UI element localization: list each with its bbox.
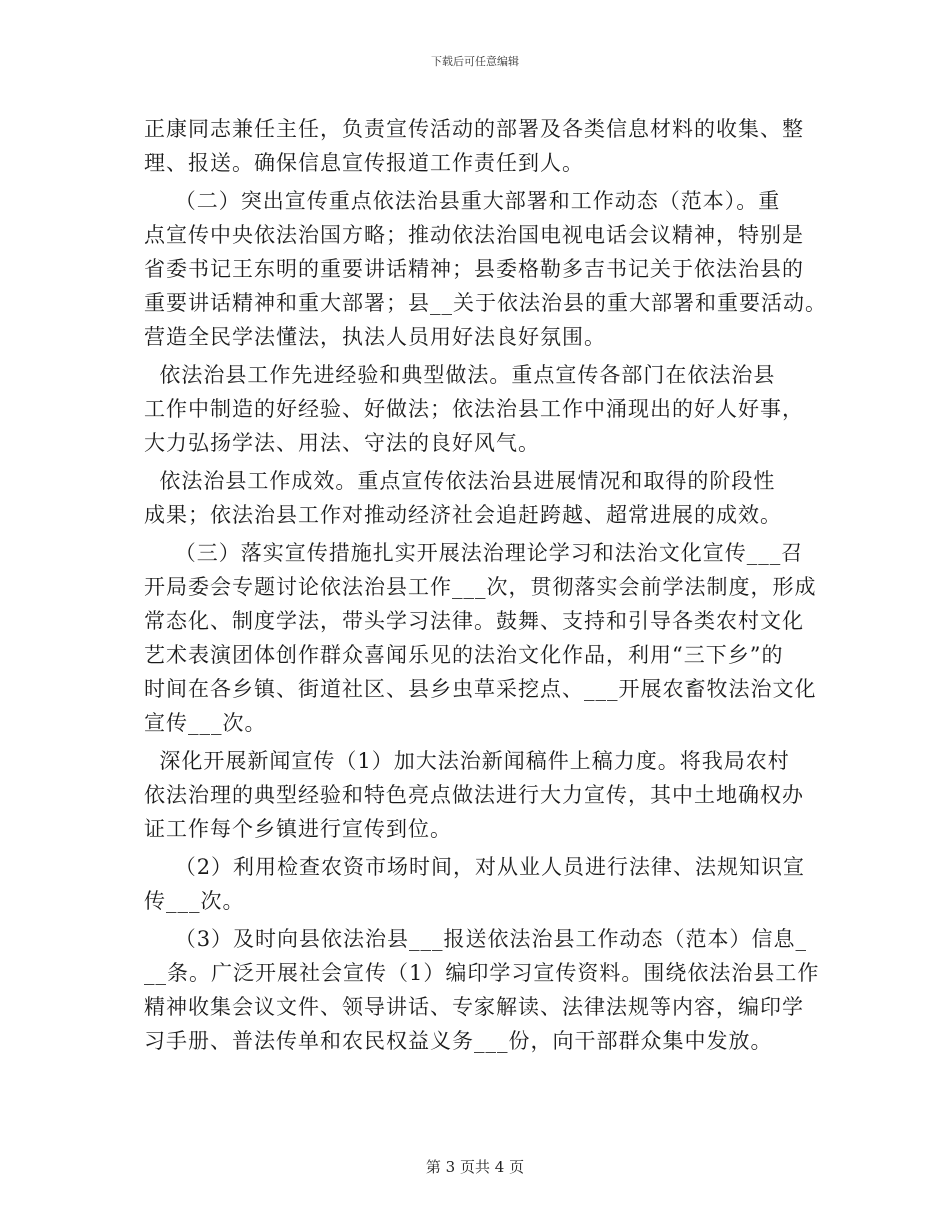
text-line: 深化开展新闻宣传（1）加大法治新闻稿件上稿力度。将我局农村 (144, 749, 790, 773)
text-line: （三）落实宣传措施扎实开展法治理论学习和法治文化宣传___召 (144, 541, 804, 565)
text-line: 重要讲话精神和重大部署；县__关于依法治县的重大部署和重要活动。 (144, 291, 827, 315)
text-line: 时间在各乡镇、街道社区、县乡虫草采挖点、___开展农畜牧法治文化 (144, 677, 817, 701)
text-line: 依法治县工作先进经验和典型做法。重点宣传各部门在依法治县 (144, 363, 776, 387)
page-header: 下载后可任意编辑 (431, 55, 519, 68)
text-line: 习手册、普法传单和农民权益义务___份，向干部群众集中发放。 (144, 1029, 773, 1053)
document-body (144, 112, 827, 1058)
text-line: 工作中制造的好经验、好做法；依法治县工作中涌现出的好人好事， (144, 397, 804, 421)
text-line: 营造全民学法懂法，执法人员用好法良好氛围。 (144, 325, 606, 349)
text-line: 证工作每个乡镇进行宣传到位。 (144, 817, 452, 841)
text-line: （2）利用检查农资市场时间，对从业人员进行法律、法规知识宣 (144, 855, 806, 879)
text-line: 依法治理的典型经验和特色亮点做法进行大力宣传，其中土地确权办 (144, 783, 804, 807)
text-line: __条。广泛开展社会宣传（1）编印学习宣传资料。围绕依法治县工作 (144, 961, 820, 985)
text-line: （二）突出宣传重点依法治县重大部署和工作动态（范本）。重 (144, 189, 781, 213)
text-line: 点宣传中央依法治国方略；推动依法治国电视电话会议精神，特别是 (144, 223, 804, 247)
text-line: 开局委会专题讨论依法治县工作___次，贯彻落实会前学法制度，形成 (144, 575, 817, 599)
text-line: 正康同志兼任主任，负责宣传活动的部署及各类信息材料的收集、整 (144, 117, 804, 141)
text-line: 省委书记王东明的重要讲话精神；县委格勒多吉书记关于依法治县的 (144, 257, 804, 281)
text-line: 传___次。 (144, 889, 245, 913)
text-line: 成果；依法治县工作对推动经济社会追赶跨越、超常进展的成效。 (144, 503, 782, 527)
text-line: 大力弘扬学法、用法、守法的良好风气。 (144, 431, 540, 455)
text-line: 艺术表演团体创作群众喜闻乐见的法治文化作品，利用“三下乡”的 (144, 643, 784, 667)
text-line: （3）及时向县依法治县___报送依法治县工作动态（范本）信息_ (144, 927, 808, 951)
text-line: 宣传___次。 (144, 711, 267, 735)
text-line: 依法治县工作成效。重点宣传依法治县进展情况和取得的阶段性 (144, 469, 776, 493)
text-line: 理、报送。确保信息宣传报道工作责任到人。 (144, 151, 584, 175)
page-footer: 第 3 页共 4 页 (425, 1158, 525, 1176)
text-line: 精神收集会议文件、领导讲话、专家解读、法律法规等内容，编印学 (144, 995, 804, 1019)
text-line: 常态化、制度学法，带头学习法律。鼓舞、支持和引导各类农村文化 (144, 609, 804, 633)
